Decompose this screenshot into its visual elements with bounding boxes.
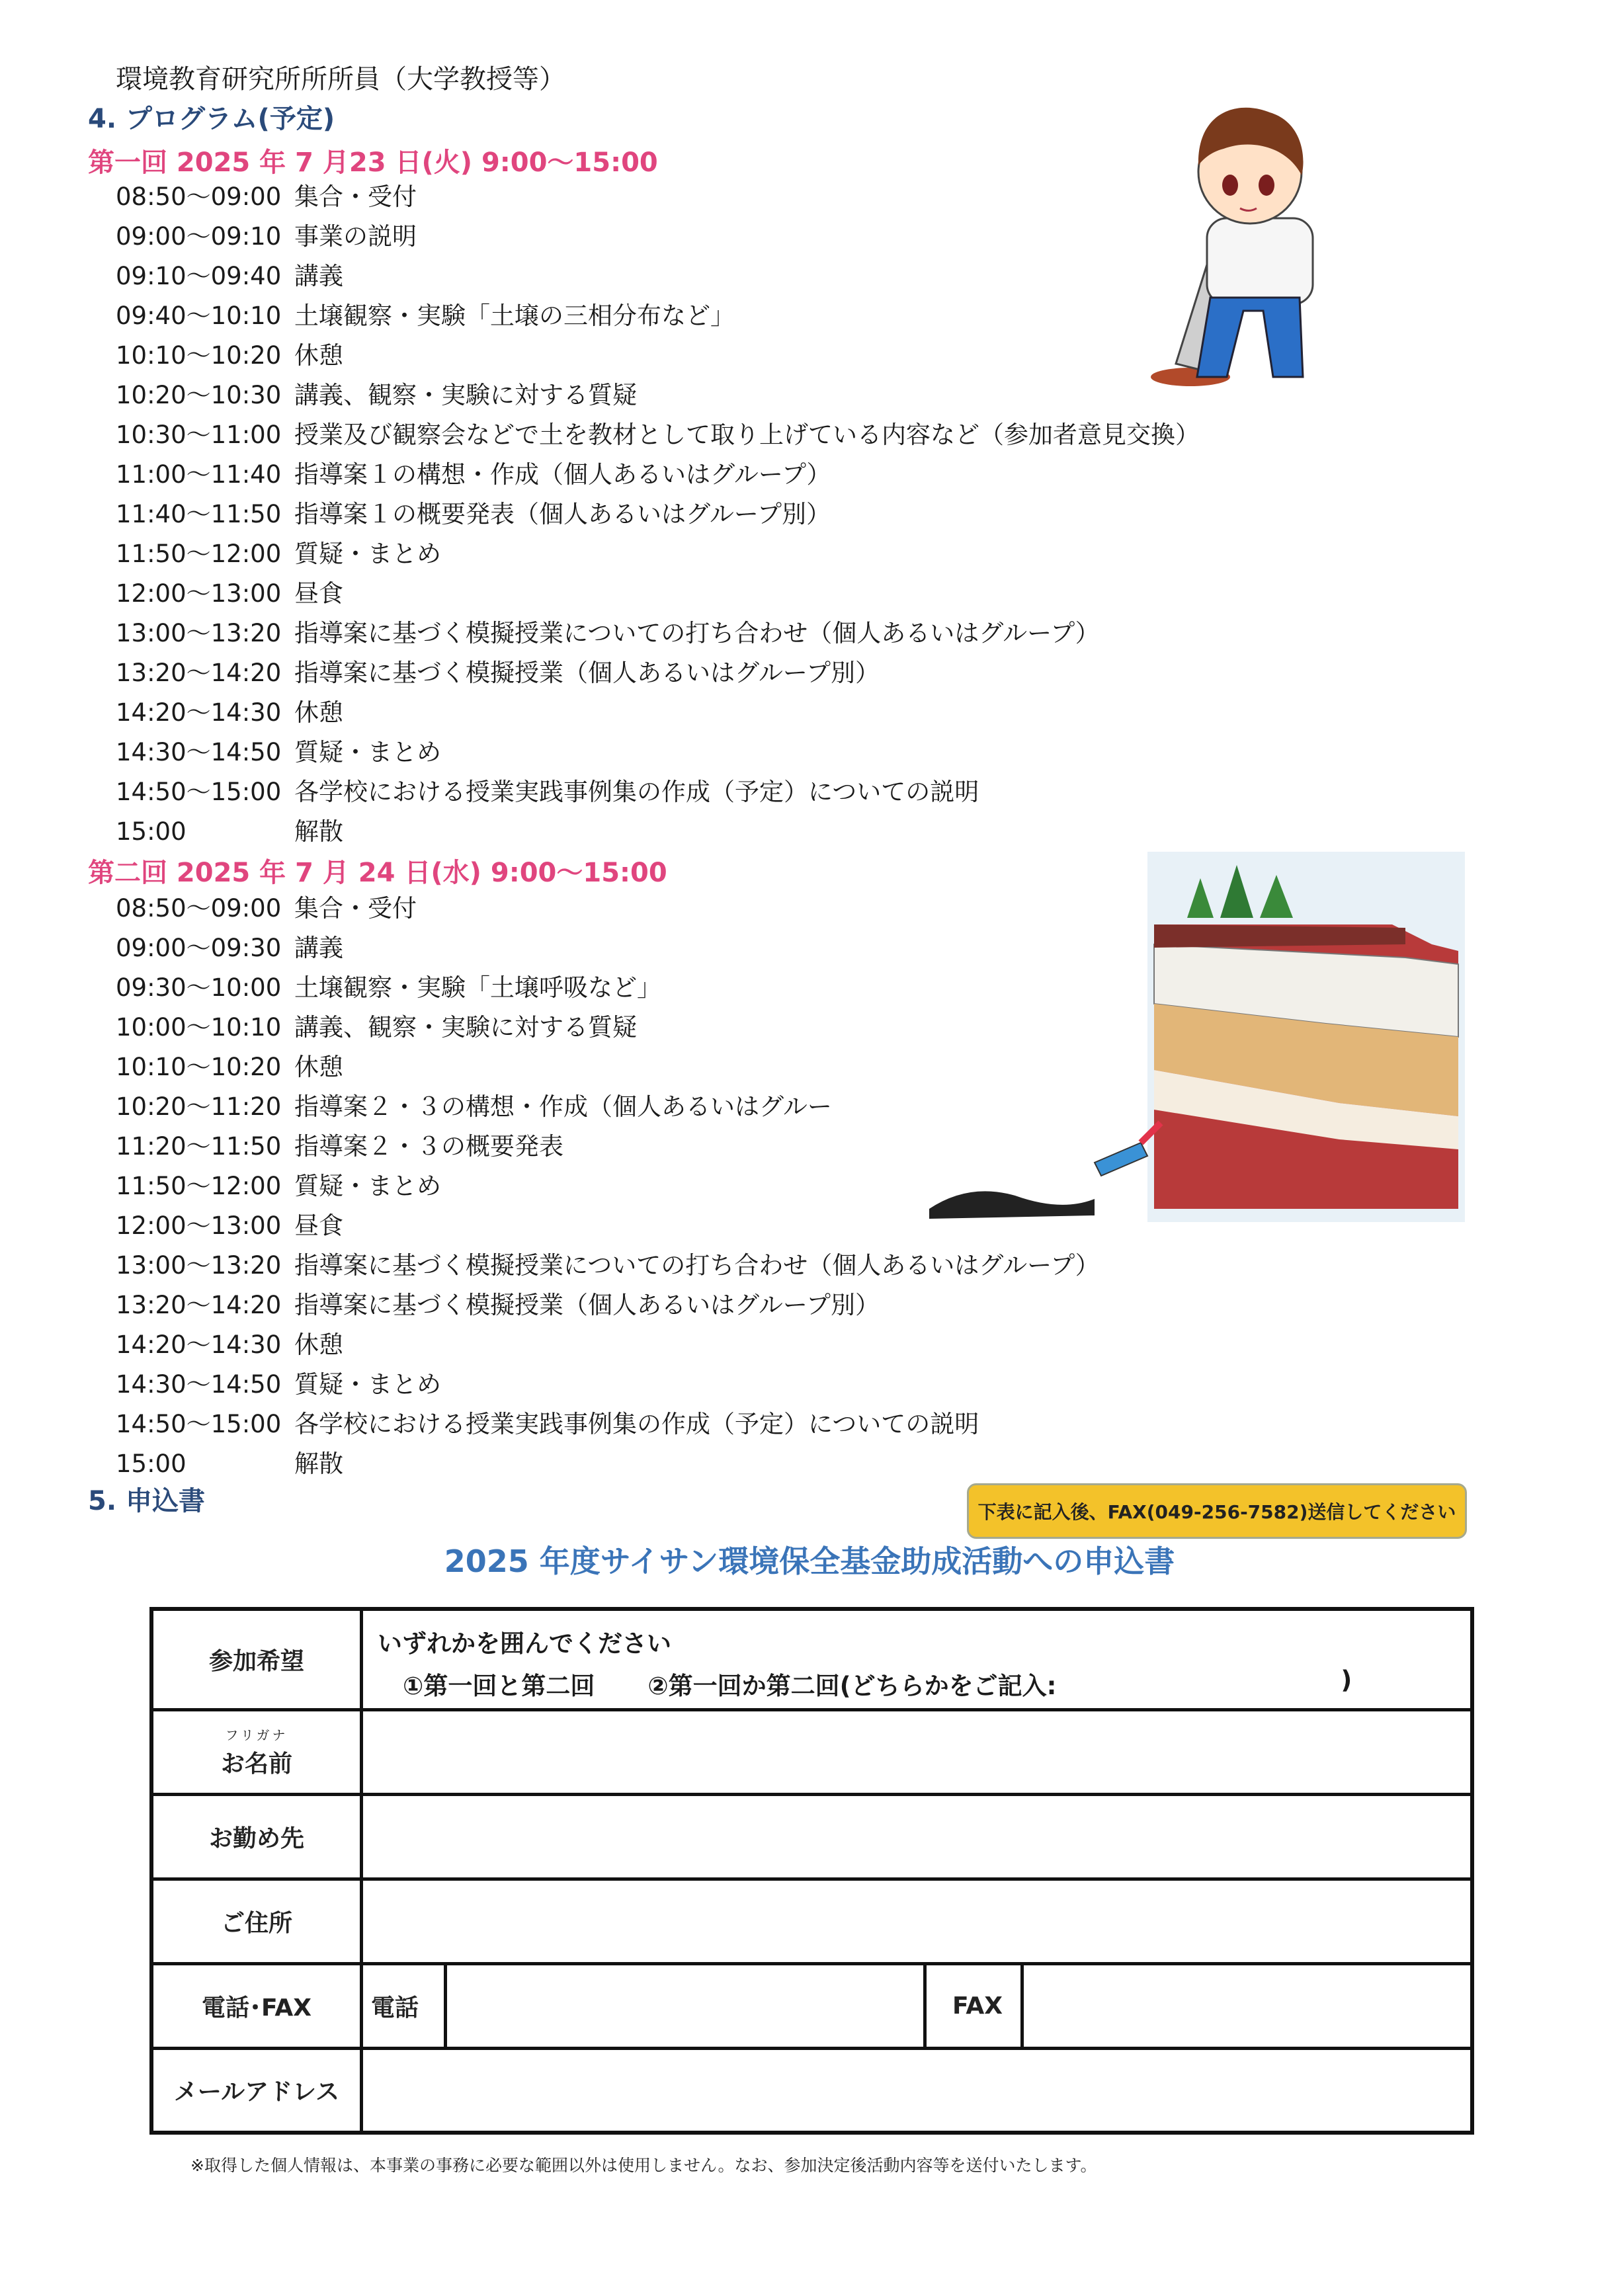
schedule-time: 11:20～11:50 [116,1132,282,1161]
schedule-row [116,455,1200,495]
schedule-activity: 質疑・まとめ [294,540,441,568]
schedule-row [116,693,1200,733]
participation-label: 参加希望 [151,1609,362,1709]
name-label-cell [151,1709,362,1794]
schedule-row [116,257,1200,296]
address-label: ご住所 [151,1879,362,1963]
schedule-row [116,733,1200,772]
schedule-row [116,534,1200,574]
schedule-activity: 授業及び観察会などで土を教材として取り上げている内容など（参加者意見交換） [294,421,1200,449]
schedule-activity: 指導案に基づく模擬授業についての打ち合わせ（個人あるいはグループ） [294,619,1100,647]
intro-line: 環境教育研究所所所員（大学教授等） [116,64,565,95]
schedule-row [116,376,1200,415]
schedule-activity: 指導案１の構想・作成（個人あるいはグループ） [294,460,831,489]
schedule-time: 08:50～09:00 [116,894,282,922]
form-title: 2025 年度サイサン環境保全基金助成活動への申込書 [444,1543,1175,1579]
schedule-activity: 質疑・まとめ [294,1370,441,1399]
left-eye [1222,175,1238,196]
schedule-row [116,217,1200,257]
schedule-activity: 講義 [294,934,343,962]
schedule-activity: 休憩 [294,341,343,370]
schedule-time: 14:50～15:00 [116,778,282,806]
fax-field[interactable] [1022,1963,1473,2048]
section-4-heading: 4. プログラム(予定) [88,104,335,134]
schedule-row [116,1365,1100,1405]
day1-heading: 第一回 2025 年 7 月23 日(火) 9:00～15:00 [88,147,658,178]
participation-options [363,1659,1470,1702]
schedule-row [116,614,1200,653]
schedule-activity: 集合・受付 [294,894,417,922]
schedule-row [116,336,1200,376]
schedule-activity: 集合・受付 [294,183,417,211]
phone-label: 電話 [362,1963,446,2048]
workplace-label: お勤め先 [151,1794,362,1879]
schedule-time: 14:30～14:50 [116,1370,282,1399]
schedule-row [116,495,1200,534]
shirt [1207,218,1313,304]
schedule-row [116,1405,1100,1444]
schedule-activity: 解散 [294,1450,343,1478]
boy-digging-illustration [1144,86,1343,390]
schedule-time: 09:40～10:10 [116,302,282,330]
schedule-activity: 各学校における授業実践事例集の作成（予定）についての説明 [294,1410,979,1438]
schedule-time: 08:50～09:00 [116,183,282,211]
schedule-time: 09:10～09:40 [116,262,282,290]
day1-schedule [116,177,1200,852]
day2-heading: 第二回 2025 年 7 月 24 日(水) 9:00～15:00 [88,858,667,888]
schedule-row [116,177,1200,217]
name-field[interactable] [362,1709,1473,1794]
schedule-time: 11:50～12:00 [116,1172,282,1200]
schedule-time: 09:30～10:00 [116,973,282,1002]
jeans [1197,298,1303,377]
schedule-time: 10:20～10:30 [116,381,282,409]
schedule-row [116,1444,1100,1484]
schedule-time: 15:00 [116,1450,187,1478]
application-form [149,1607,1474,2135]
phone-field[interactable] [446,1963,925,2048]
option-2-close: ) [1341,1666,1352,1695]
phone-fax-label: 電話･FAX [151,1963,362,2048]
schedule-time: 13:20～14:20 [116,659,282,687]
schedule-activity: 解散 [294,817,343,846]
schedule-activity: 休憩 [294,1053,343,1081]
schedule-time: 10:20～11:20 [116,1092,282,1121]
schedule-activity: 講義、観察・実験に対する質疑 [294,1013,637,1042]
trowel-icon [1095,1143,1147,1176]
schedule-time: 11:00～11:40 [116,460,282,489]
name-label: お名前 [220,1750,292,1778]
soil-layers-illustration [929,839,1472,1235]
schedule-time: 14:30～14:50 [116,738,282,766]
schedule-time: 09:00～09:30 [116,934,282,962]
schedule-time: 10:10～10:20 [116,1053,282,1081]
participation-choice-cell[interactable] [362,1609,1473,1709]
schedule-activity: 昼食 [294,579,343,608]
option-2[interactable]: ②第一回か第二回(どちらかをご記入: [647,1672,1057,1701]
address-field[interactable] [362,1879,1473,1963]
topsoil-layer [1154,924,1405,948]
schedule-time: 14:20～14:30 [116,698,282,727]
email-label: メールアドレス [151,2048,362,2133]
schedule-row [116,1246,1100,1286]
email-field[interactable] [362,2048,1473,2133]
schedule-activity: 指導案に基づく模擬授業（個人あるいはグループ別） [294,1291,880,1319]
schedule-activity: 指導案に基づく模擬授業についての打ち合わせ（個人あるいはグループ） [294,1251,1100,1280]
dug-soil-pile [929,1191,1095,1219]
section-5-heading: 5. 申込書 [88,1486,205,1516]
schedule-time: 13:00～13:20 [116,619,282,647]
schedule-activity: 土壌観察・実験「土壌呼吸など」 [294,973,661,1002]
schedule-activity: 指導案１の概要発表（個人あるいはグループ別） [294,500,831,528]
schedule-time: 12:00～13:00 [116,579,282,608]
schedule-time: 13:20～14:20 [116,1291,282,1319]
schedule-row [116,574,1200,614]
schedule-activity: 指導案２・３の構想・作成（個人あるいはグルー [294,1092,832,1121]
schedule-row [116,772,1200,812]
fax-instruction-badge: 下表に記入後、FAX(049-256-7582)送信してください [967,1483,1467,1539]
schedule-activity: 指導案２・３の概要発表 [294,1132,563,1161]
privacy-footnote: ※取得した個人情報は、本事業の事務に必要な範囲以外は使用しません。なお、参加決定後活動内容等を送付いたします。 [190,2156,1097,2175]
schedule-activity: 講義 [294,262,343,290]
schedule-time: 14:50～15:00 [116,1410,282,1438]
schedule-time: 15:00 [116,817,187,846]
schedule-row [116,653,1200,693]
schedule-activity: 指導案に基づく模擬授業（個人あるいはグループ別） [294,659,880,687]
schedule-activity: 昼食 [294,1211,343,1240]
schedule-time: 13:00～13:20 [116,1251,282,1280]
schedule-activity: 事業の説明 [294,222,417,251]
schedule-row [116,296,1200,336]
schedule-activity: 質疑・まとめ [294,738,441,766]
schedule-time: 11:50～12:00 [116,540,282,568]
schedule-time: 10:10～10:20 [116,341,282,370]
schedule-row [116,1325,1100,1365]
right-eye [1259,175,1274,196]
schedule-activity: 質疑・まとめ [294,1172,441,1200]
schedule-time: 10:30～11:00 [116,421,282,449]
option-1[interactable]: ①第一回と第二回 [403,1672,595,1701]
schedule-time: 09:00～09:10 [116,222,282,251]
participation-instruction: いずれかを囲んでください [378,1629,671,1659]
schedule-activity: 休憩 [294,1331,343,1359]
schedule-time: 11:40～11:50 [116,500,282,528]
schedule-time: 10:00～10:10 [116,1013,282,1042]
schedule-time: 14:20～14:30 [116,1331,282,1359]
schedule-time: 12:00～13:00 [116,1211,282,1240]
schedule-activity: 各学校における授業実践事例集の作成（予定）についての説明 [294,778,979,806]
schedule-activity: 土壌観察・実験「土壌の三相分布など」 [294,302,735,330]
fax-label: FAX [925,1963,1022,2048]
furigana-label: フリガナ [225,1727,288,1743]
schedule-activity: 講義、観察・実験に対する質疑 [294,381,637,409]
schedule-row [116,1286,1100,1325]
schedule-activity: 休憩 [294,698,343,727]
workplace-field[interactable] [362,1794,1473,1879]
schedule-row [116,415,1200,455]
